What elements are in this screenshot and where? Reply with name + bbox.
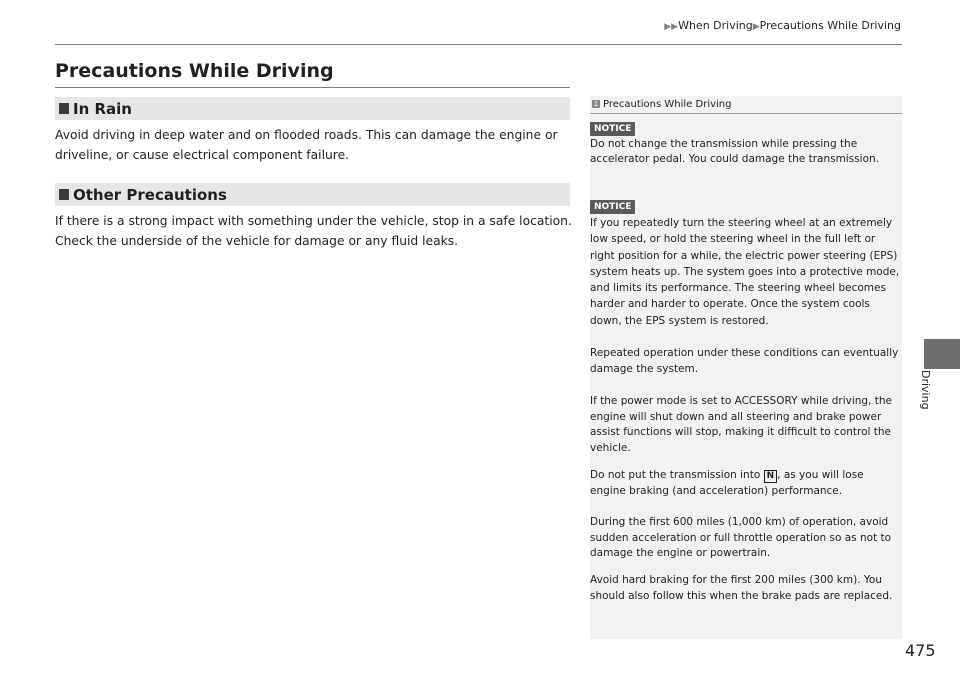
title-divider (55, 87, 570, 88)
breadcrumb-arrows-icon: ▶▶ (664, 22, 679, 32)
other-text-line2: Check the underside of the vehicle for damage or any fluid leaks. (55, 234, 459, 248)
breadcrumb-section[interactable]: When Driving (678, 19, 753, 32)
header-divider (55, 44, 902, 45)
side-panel-heading (590, 96, 902, 114)
section-heading-rain (55, 97, 570, 120)
section-heading-text: In Rain (73, 99, 132, 118)
section-marker-icon (59, 189, 69, 200)
side-notes-panel (590, 96, 902, 639)
section-heading-text: Other Precautions (73, 185, 227, 204)
power-mode-text: If the power mode is set to ACCESSORY while driving, the engine will shut down and all steering and brake power assist functions will stop, making it difficult to control the vehicle. (590, 395, 892, 454)
page-title: Precautions While Driving (55, 60, 334, 82)
first-600-miles-text: During the first 600 miles (1,000 km) of operation, avoid sudden acceleration or full throttle operation so as not to damage the engine or powertrain. (590, 516, 892, 559)
hard-braking-text: Avoid hard braking for the first 200 miles (300 km). You should also follow this when the brake pads are replaced. (590, 574, 893, 602)
other-text (55, 211, 575, 251)
section-marker-icon (59, 103, 69, 114)
neutral-text-b: , as you will lose engine braking (and acceleration) performance. (590, 469, 864, 497)
chapter-tab[interactable] (924, 339, 960, 369)
side-panel-heading-text: Precautions While Driving (603, 99, 732, 110)
neutral-key-icon: N (764, 470, 778, 483)
other-text-line1: If there is a strong impact with something under the vehicle, stop in a safe location. (55, 214, 572, 228)
rain-text-line2: driveline, or cause electrical component failure. (55, 148, 350, 162)
notice1-text: Do not change the transmission while pressing the accelerator pedal. You could damage the transmission. (590, 138, 879, 165)
page-number: 475 (905, 641, 936, 660)
notice-badge: NOTICE (590, 122, 635, 136)
rain-text-line1: Avoid driving in deep water and on flooded roads. This can damage the engine or (55, 128, 558, 142)
neutral-text-a: Do not put the transmission into (590, 469, 764, 481)
notice2-text-b: Repeated operation under these conditions can eventually damage the system. (590, 347, 899, 375)
breadcrumb-separator-icon: ▶ (752, 22, 760, 32)
section-heading-other (55, 183, 570, 206)
rain-text (55, 125, 575, 165)
notice2-text: If you repeatedly turn the steering wheel at an extremely low speed, or hold the steering wheel in the full left or right position for a while, the electric power steering (EPS) system heats up. The system goes into a protective mode, and limits its performance. The steering wheel becomes harder and harder to operate. Once the system cools down, the EPS system is restored. (590, 217, 900, 327)
neutral-text (590, 468, 900, 499)
chapter-tab-label-text: Driving (919, 370, 932, 410)
breadcrumb (500, 19, 901, 32)
notice-badge: NOTICE (590, 200, 635, 214)
reference-tag-icon: 1 (593, 100, 599, 108)
breadcrumb-page: Precautions While Driving (759, 19, 901, 32)
chapter-tab-label (921, 370, 951, 420)
